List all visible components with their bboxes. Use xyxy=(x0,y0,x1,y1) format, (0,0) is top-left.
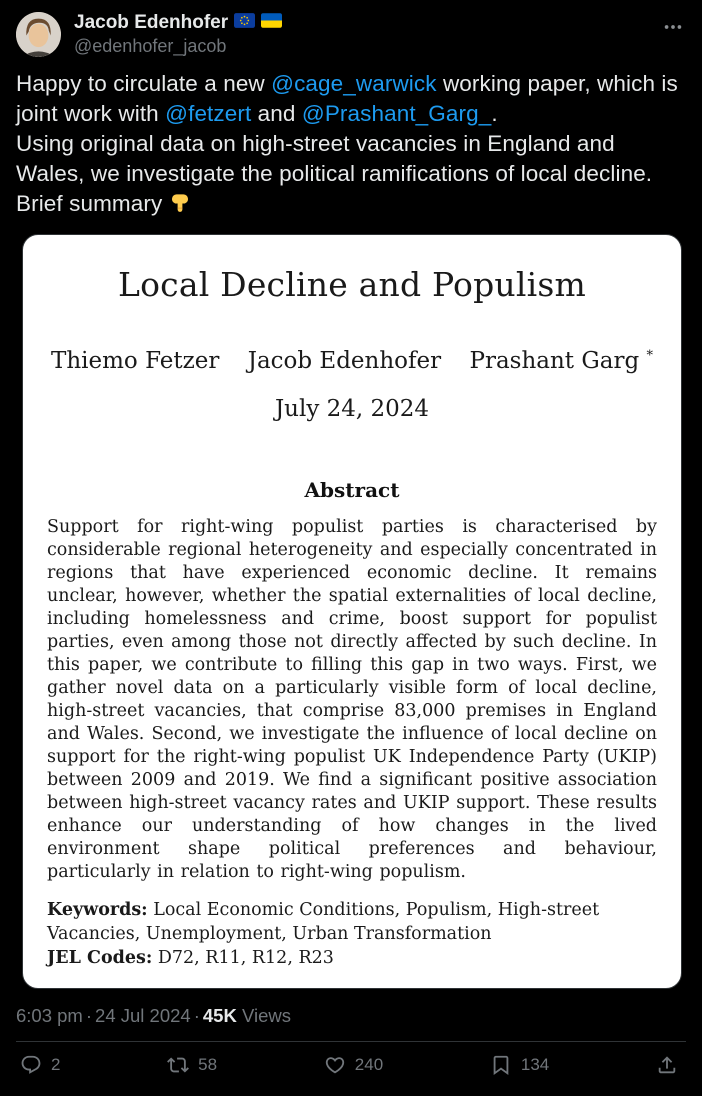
timestamp: 6:03 pm xyxy=(16,1005,83,1026)
more-options-button[interactable] xyxy=(660,12,686,42)
tweet-text-segment: . xyxy=(491,101,498,126)
tweet-text-line-2 xyxy=(16,129,686,222)
paper-author-2: Jacob Edenhofer xyxy=(247,348,442,374)
views-label: Views xyxy=(241,1005,291,1026)
retweet-icon xyxy=(167,1054,189,1076)
pointing-down-emoji-icon xyxy=(169,192,191,222)
author-footnote-marker: * xyxy=(646,348,653,364)
tweet-text-segment: Using original data on high-street vacancies in England and Wales, we investigate the political ramifications of local decline. Brief summary xyxy=(16,131,653,216)
bookmark-icon xyxy=(490,1054,512,1076)
paper-jel-codes xyxy=(47,946,657,970)
bookmark-button[interactable] xyxy=(490,1054,549,1076)
abstract-heading: Abstract xyxy=(304,478,400,502)
paper-title: Local Decline and Populism xyxy=(117,265,587,304)
keywords-label: Keywords: xyxy=(47,900,148,920)
tweet-text-segment: working paper, which is joint work with xyxy=(16,71,678,126)
tweet-header xyxy=(16,12,686,57)
mention-prashant-garg[interactable]: @Prashant_Garg_ xyxy=(301,101,492,126)
paper-authors xyxy=(47,348,657,374)
like-button[interactable] xyxy=(324,1054,383,1076)
user-handle[interactable]: @edenhofer_jacob xyxy=(74,36,227,56)
bookmark-count: 134 xyxy=(520,1055,550,1074)
jel-label: JEL Codes: xyxy=(47,948,153,968)
share-icon xyxy=(656,1054,678,1076)
reply-bubble-icon xyxy=(20,1054,42,1076)
meta-separator: · xyxy=(193,1005,200,1026)
ukraine-flag-icon xyxy=(261,13,282,33)
heart-icon xyxy=(324,1054,346,1076)
three-dots-icon xyxy=(662,16,684,38)
repost-button[interactable] xyxy=(167,1054,217,1076)
tweet-text xyxy=(16,69,686,222)
abstract-text: Support for right-wing populist parties is characterised by considerable regional heterogeneity and especially concentrated in regions that have experienced economic decline. It remains unclear, however, whether the spatial externalities of local decline, including homelessness and crime, boost support for populist parties, even among those not directly affected by such decline. In this paper, we contribute to filling this gap in two ways. First, we gather novel data on a particularly visible form of local decline, high-street vacancies, that comprise 83,000 premises in England and Wales. Second, we investigate the influence of local decline on support for the right-wing populist UK Independence Party (UKIP) between 2009 and 2019. We find a significant positive association between high-street vacancy rates and UKIP support. These results enhance our understanding of how changes in the lived environment shape political preferences and behaviour, particularly in relation to right-wing populism. xyxy=(47,517,657,882)
keywords-text: Local Economic Conditions, Populism, High-street Vacancies, Unemployment, Urban Transformation xyxy=(47,900,600,944)
identity-block xyxy=(74,12,660,57)
tweet-meta-line xyxy=(16,989,686,1041)
tweet-date: 24 Jul 2024 xyxy=(95,1005,191,1026)
paper-author-3: Prashant Garg * xyxy=(469,348,653,374)
jel-text: D72, R11, R12, R23 xyxy=(152,948,334,968)
paper-keywords xyxy=(47,898,657,946)
tweet-text-segment: and xyxy=(251,101,302,126)
repost-count: 58 xyxy=(198,1055,218,1074)
tweet-action-bar xyxy=(16,1042,686,1090)
share-button[interactable] xyxy=(656,1054,678,1076)
like-count: 240 xyxy=(354,1055,384,1074)
mention-cage-warwick[interactable]: @cage_warwick xyxy=(271,71,437,96)
avatar[interactable] xyxy=(16,12,61,57)
views-count: 45K xyxy=(202,1005,237,1026)
attached-paper-image[interactable] xyxy=(22,234,682,989)
tweet-text-segment: Happy to circulate a new xyxy=(16,71,272,96)
reply-count: 2 xyxy=(51,1055,61,1074)
reply-button[interactable] xyxy=(20,1054,60,1076)
display-name[interactable]: Jacob Edenhofer xyxy=(74,12,229,33)
mention-fetzert[interactable]: @fetzert xyxy=(165,101,252,126)
avatar-portrait-image xyxy=(16,12,61,57)
paper-author-1: Thiemo Fetzer xyxy=(51,348,220,374)
tweet-text-line-1 xyxy=(16,69,686,129)
eu-flag-icon xyxy=(234,13,255,33)
paper-date: July 24, 2024 xyxy=(274,396,430,422)
meta-separator: · xyxy=(85,1005,93,1026)
